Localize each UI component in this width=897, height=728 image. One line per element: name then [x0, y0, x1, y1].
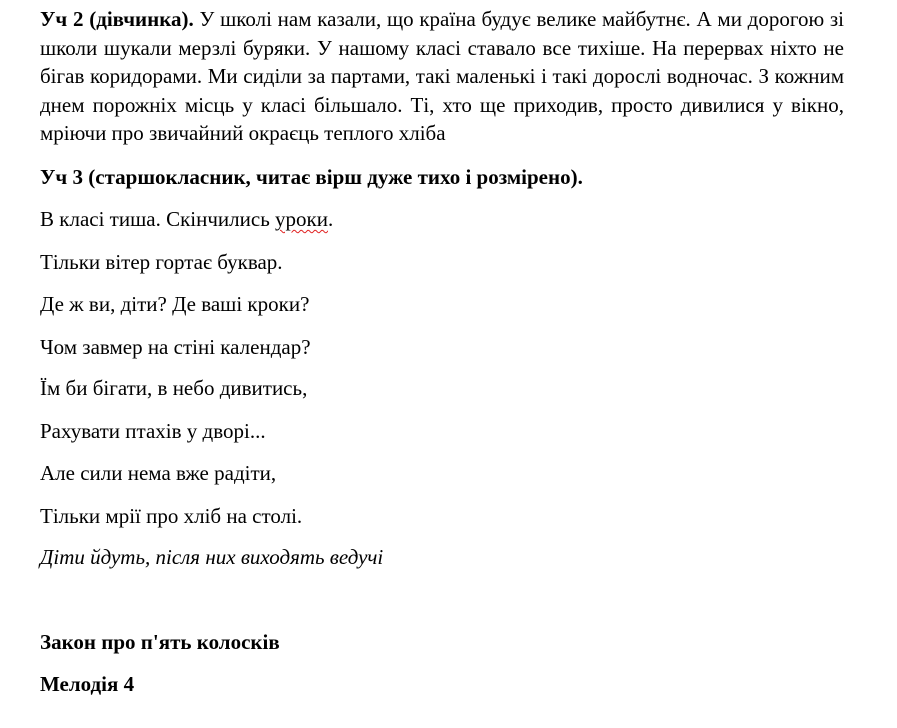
- poem-line-1-end: .: [327, 207, 334, 231]
- poem-line-7: Але сили нема вже радіти,: [40, 461, 277, 485]
- poem-line-1-start: В класі тиша. Скінчились: [40, 207, 276, 231]
- poem-line-1: [40, 205, 333, 233]
- heading-melody: Мелодія 4: [40, 672, 135, 696]
- poem-line-3: Де ж ви, діти? Де ваші кроки?: [40, 292, 310, 316]
- document-page: [40, 5, 844, 148]
- speaker-label-student-2: Уч 2 (дівчинка).: [40, 7, 194, 31]
- paragraph-student-2-text: У школі нам казали, що країна будує велике майбутнє. А ми дорогою зі школи шукали мерзлі буряки. У нашому класі ставало все тихіше. На перервах ніхто не бігав коридорами. Ми сиділи за партами, такі маленькі і такі дорослі водночас. З кожним днем порожніх місць у класі більшало. Ті, хто ще приходив, просто дивилися у вікно, мріючи про звичайний окраєць теплого хліба: [40, 7, 844, 145]
- heading-law: Закон про п'ять колосків: [40, 630, 280, 654]
- poem-line-5: Їм би бігати, в небо дивитись,: [40, 376, 308, 400]
- poem-line-2: Тільки вітер гортає буквар.: [40, 250, 283, 274]
- poem-line-8: Тільки мрії про хліб на столі.: [40, 504, 303, 528]
- stage-direction: Діти йдуть, після них виходять ведучі: [40, 545, 384, 569]
- paragraph-student-2: [40, 5, 844, 148]
- spellcheck-flagged-word[interactable]: уроки: [275, 207, 328, 231]
- poem-line-4: Чом завмер на стіні календар?: [40, 335, 311, 359]
- speaker-label-student-3: Уч 3 (старшокласник, читає вірш дуже тихо і розмірено).: [40, 165, 583, 189]
- poem-line-6: Рахувати птахів у дворі...: [40, 419, 266, 443]
